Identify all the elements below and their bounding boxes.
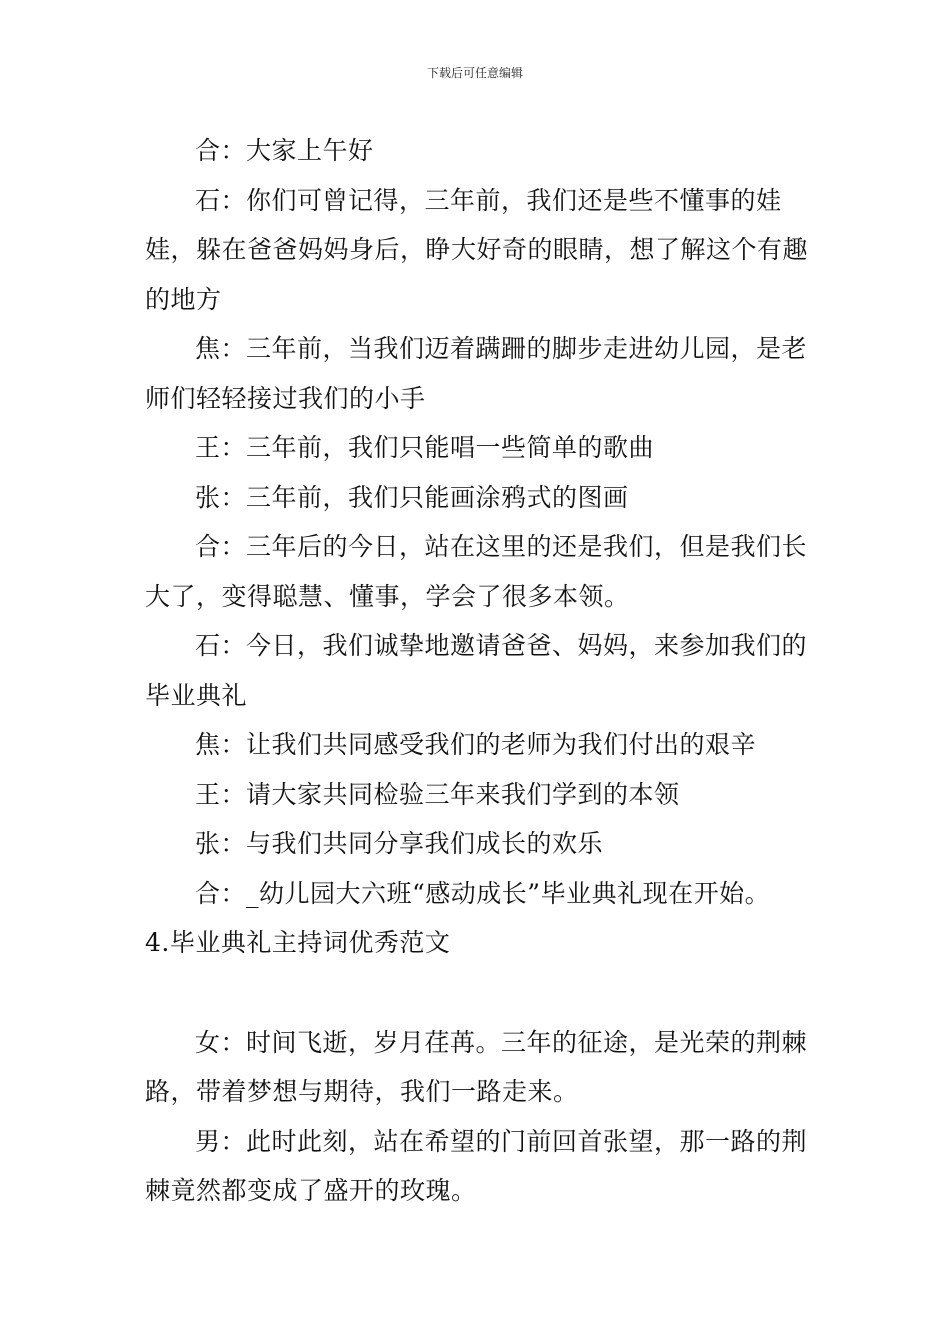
paragraph-jiao-kindergarten: 焦：三年前，当我们迈着蹒跚的脚步走进幼儿园，是老师们轻轻接过我们的小手 xyxy=(145,334,808,413)
paragraph-zhang-joy: 张：与我们共同分享我们成长的欢乐 xyxy=(195,829,604,858)
document-body xyxy=(145,126,810,1216)
page-header-note: 下载后可任意编辑 xyxy=(426,66,523,80)
paragraph-jiao-teachers: 焦：让我们共同感受我们的老师为我们付出的艰辛 xyxy=(195,730,757,759)
paragraph-zhang-drawings: 张：三年前，我们只能画涂鸦式的图画 xyxy=(195,482,629,512)
paragraph-together-start: 合：_幼儿园大六班“感动成长”毕业典礼现在开始。 xyxy=(195,878,771,908)
paragraph-shi-memory: 石：你们可曾记得，三年前，我们还是些不懂事的娃娃，躲在爸爸妈妈身后，睁大好奇的眼睛，想了解这个有趣的地方 xyxy=(145,185,809,314)
paragraph-female-host: 女：时间飞逝，岁月荏苒。三年的征途，是光荣的荆棘路，带着梦想与期待，我们一路走来。 xyxy=(145,1027,808,1106)
blank-line xyxy=(145,968,810,1018)
paragraph-wang-songs: 王：三年前，我们只能唱一些简单的歌曲 xyxy=(195,433,655,462)
section-heading: 4.毕业典礼主持词优秀范文 xyxy=(145,928,451,957)
paragraph-male-host: 男：此时此刻，站在希望的门前回首张望，那一路的荆棘竟然都变成了盛开的玫瑰。 xyxy=(145,1126,808,1205)
paragraph-shi-invite: 石：今日，我们诚挚地邀请爸爸、妈妈，来参加我们的毕业典礼 xyxy=(145,631,808,710)
paragraph-together-grown: 合：三年后的今日，站在这里的还是我们，但是我们长大了，变得聪慧、懂事，学会了很多本领。 xyxy=(145,532,808,611)
paragraph-wang-skills: 王：请大家共同检验三年来我们学到的本领 xyxy=(195,779,680,809)
paragraph-greeting: 合：大家上午好 xyxy=(195,136,374,165)
